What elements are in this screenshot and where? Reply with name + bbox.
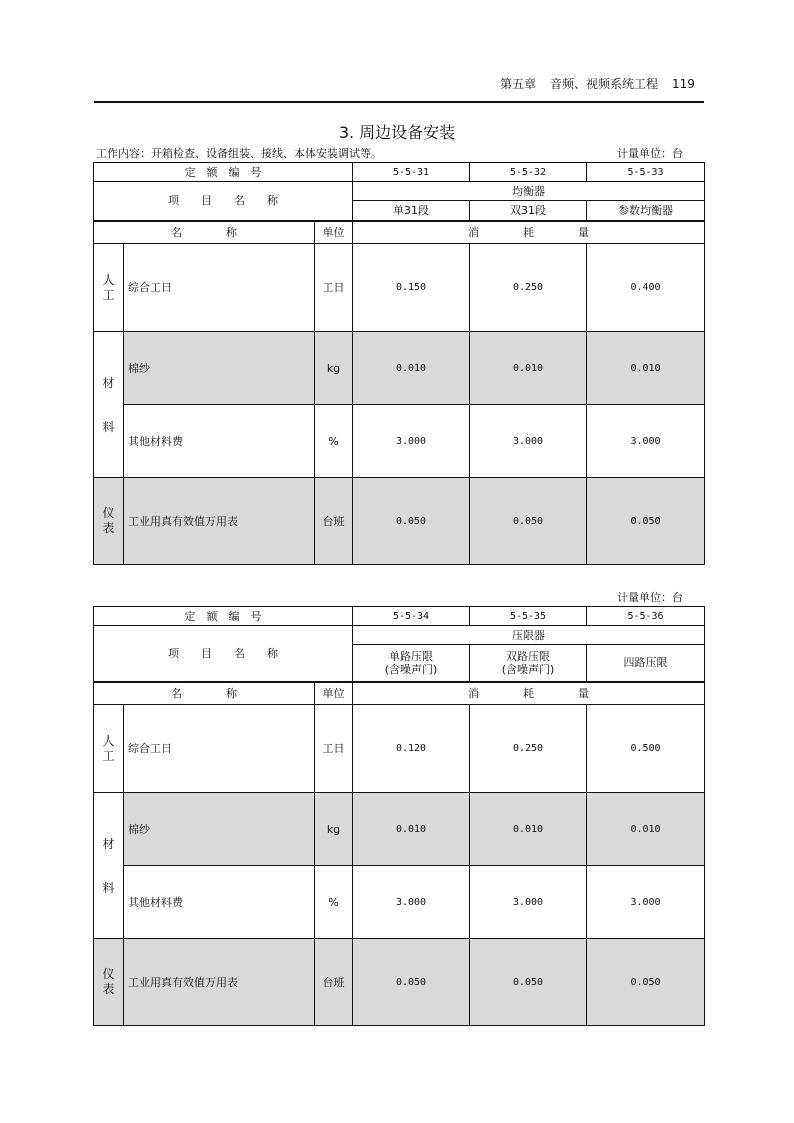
- chapter-label: 第五章: [500, 77, 537, 91]
- item-subname: 参数均衡器: [587, 201, 705, 221]
- quota-code: 5-5-36: [587, 607, 705, 626]
- consumption-value: 0.120: [353, 705, 470, 793]
- consumption-value: 0.050: [587, 478, 705, 565]
- resource-name: 工业用真有效值万用表: [124, 939, 315, 1026]
- consumption-value: 0.010: [353, 793, 470, 866]
- column-unit-header: 单位: [315, 682, 353, 705]
- quota-code: 5-5-34: [353, 607, 470, 626]
- quota-number-label: 定 额 编 号: [94, 163, 353, 182]
- resource-name: 工业用真有效值万用表: [124, 478, 315, 565]
- item-group: 均衡器: [353, 182, 705, 201]
- consumption-value: 0.010: [470, 793, 587, 866]
- resource-unit: kg: [315, 793, 353, 866]
- resource-unit: kg: [315, 332, 353, 405]
- resource-name: 其他材料费: [124, 405, 315, 478]
- resource-unit: 工日: [315, 705, 353, 793]
- item-name-label: 项 目 名 称: [94, 626, 353, 682]
- consumption-value: 0.010: [353, 332, 470, 405]
- consumption-value: 0.050: [353, 478, 470, 565]
- category-labor: 人工: [94, 244, 124, 332]
- item-subname: 单路压限 (含噪声门): [353, 645, 470, 682]
- section-label: 音频、视频系统工程: [550, 77, 659, 91]
- resource-unit: 台班: [315, 939, 353, 1026]
- resource-unit: 工日: [315, 244, 353, 332]
- page-title: 3. 周边设备安装: [338, 123, 456, 142]
- consumption-value: 0.400: [587, 244, 705, 332]
- unit-label-table-2: 计量单位：台: [617, 591, 683, 604]
- consumption-value: 3.000: [470, 866, 587, 939]
- header-rule: [94, 101, 704, 103]
- consumption-value: 3.000: [587, 866, 705, 939]
- consumption-value: 3.000: [353, 405, 470, 478]
- resource-name: 其他材料费: [124, 866, 315, 939]
- work-content: 工作内容：开箱检查、设备组装、接线、本体安装调试等。: [96, 147, 382, 160]
- consumption-value: 0.150: [353, 244, 470, 332]
- quota-table-1: [93, 162, 705, 565]
- quota-code: 5-5-32: [470, 163, 587, 182]
- category-labor: 人工: [94, 705, 124, 793]
- consumption-value: 3.000: [353, 866, 470, 939]
- quota-table-2: [93, 606, 705, 1026]
- column-name-header: 名 称: [94, 682, 315, 705]
- quota-number-label: 定 额 编 号: [94, 607, 353, 626]
- column-consumption-header: 消 耗 量: [353, 221, 705, 244]
- quota-code: 5-5-31: [353, 163, 470, 182]
- consumption-value: 3.000: [470, 405, 587, 478]
- consumption-value: 0.050: [470, 939, 587, 1026]
- running-header: [500, 75, 695, 92]
- resource-name: 综合工日: [124, 705, 315, 793]
- unit-label-table-1: 计量单位：台: [617, 147, 683, 160]
- item-group: 压限器: [353, 626, 705, 645]
- item-subname: 双31段: [470, 201, 587, 221]
- consumption-value: 3.000: [587, 405, 705, 478]
- consumption-value: 0.010: [587, 332, 705, 405]
- item-subname: 单31段: [353, 201, 470, 221]
- category-materials: 材料: [94, 332, 124, 478]
- item-name-label: 项 目 名 称: [94, 182, 353, 221]
- consumption-value: 0.250: [470, 244, 587, 332]
- page-number: 119: [672, 77, 695, 91]
- category-instruments: 仪表: [94, 478, 124, 565]
- resource-name: 棉纱: [124, 793, 315, 866]
- consumption-value: 0.050: [353, 939, 470, 1026]
- consumption-value: 0.500: [587, 705, 705, 793]
- consumption-value: 0.010: [470, 332, 587, 405]
- quota-code: 5-5-35: [470, 607, 587, 626]
- column-unit-header: 单位: [315, 221, 353, 244]
- resource-name: 棉纱: [124, 332, 315, 405]
- column-name-header: 名 称: [94, 221, 315, 244]
- resource-unit: %: [315, 866, 353, 939]
- resource-unit: %: [315, 405, 353, 478]
- item-subname: 双路压限 (含噪声门): [470, 645, 587, 682]
- resource-name: 综合工日: [124, 244, 315, 332]
- consumption-value: 0.050: [587, 939, 705, 1026]
- consumption-value: 0.050: [470, 478, 587, 565]
- item-subname: 四路压限: [587, 645, 705, 682]
- category-materials: 材料: [94, 793, 124, 939]
- consumption-value: 0.010: [587, 793, 705, 866]
- quota-code: 5-5-33: [587, 163, 705, 182]
- consumption-value: 0.250: [470, 705, 587, 793]
- column-consumption-header: 消 耗 量: [353, 682, 705, 705]
- resource-unit: 台班: [315, 478, 353, 565]
- category-instruments: 仪表: [94, 939, 124, 1026]
